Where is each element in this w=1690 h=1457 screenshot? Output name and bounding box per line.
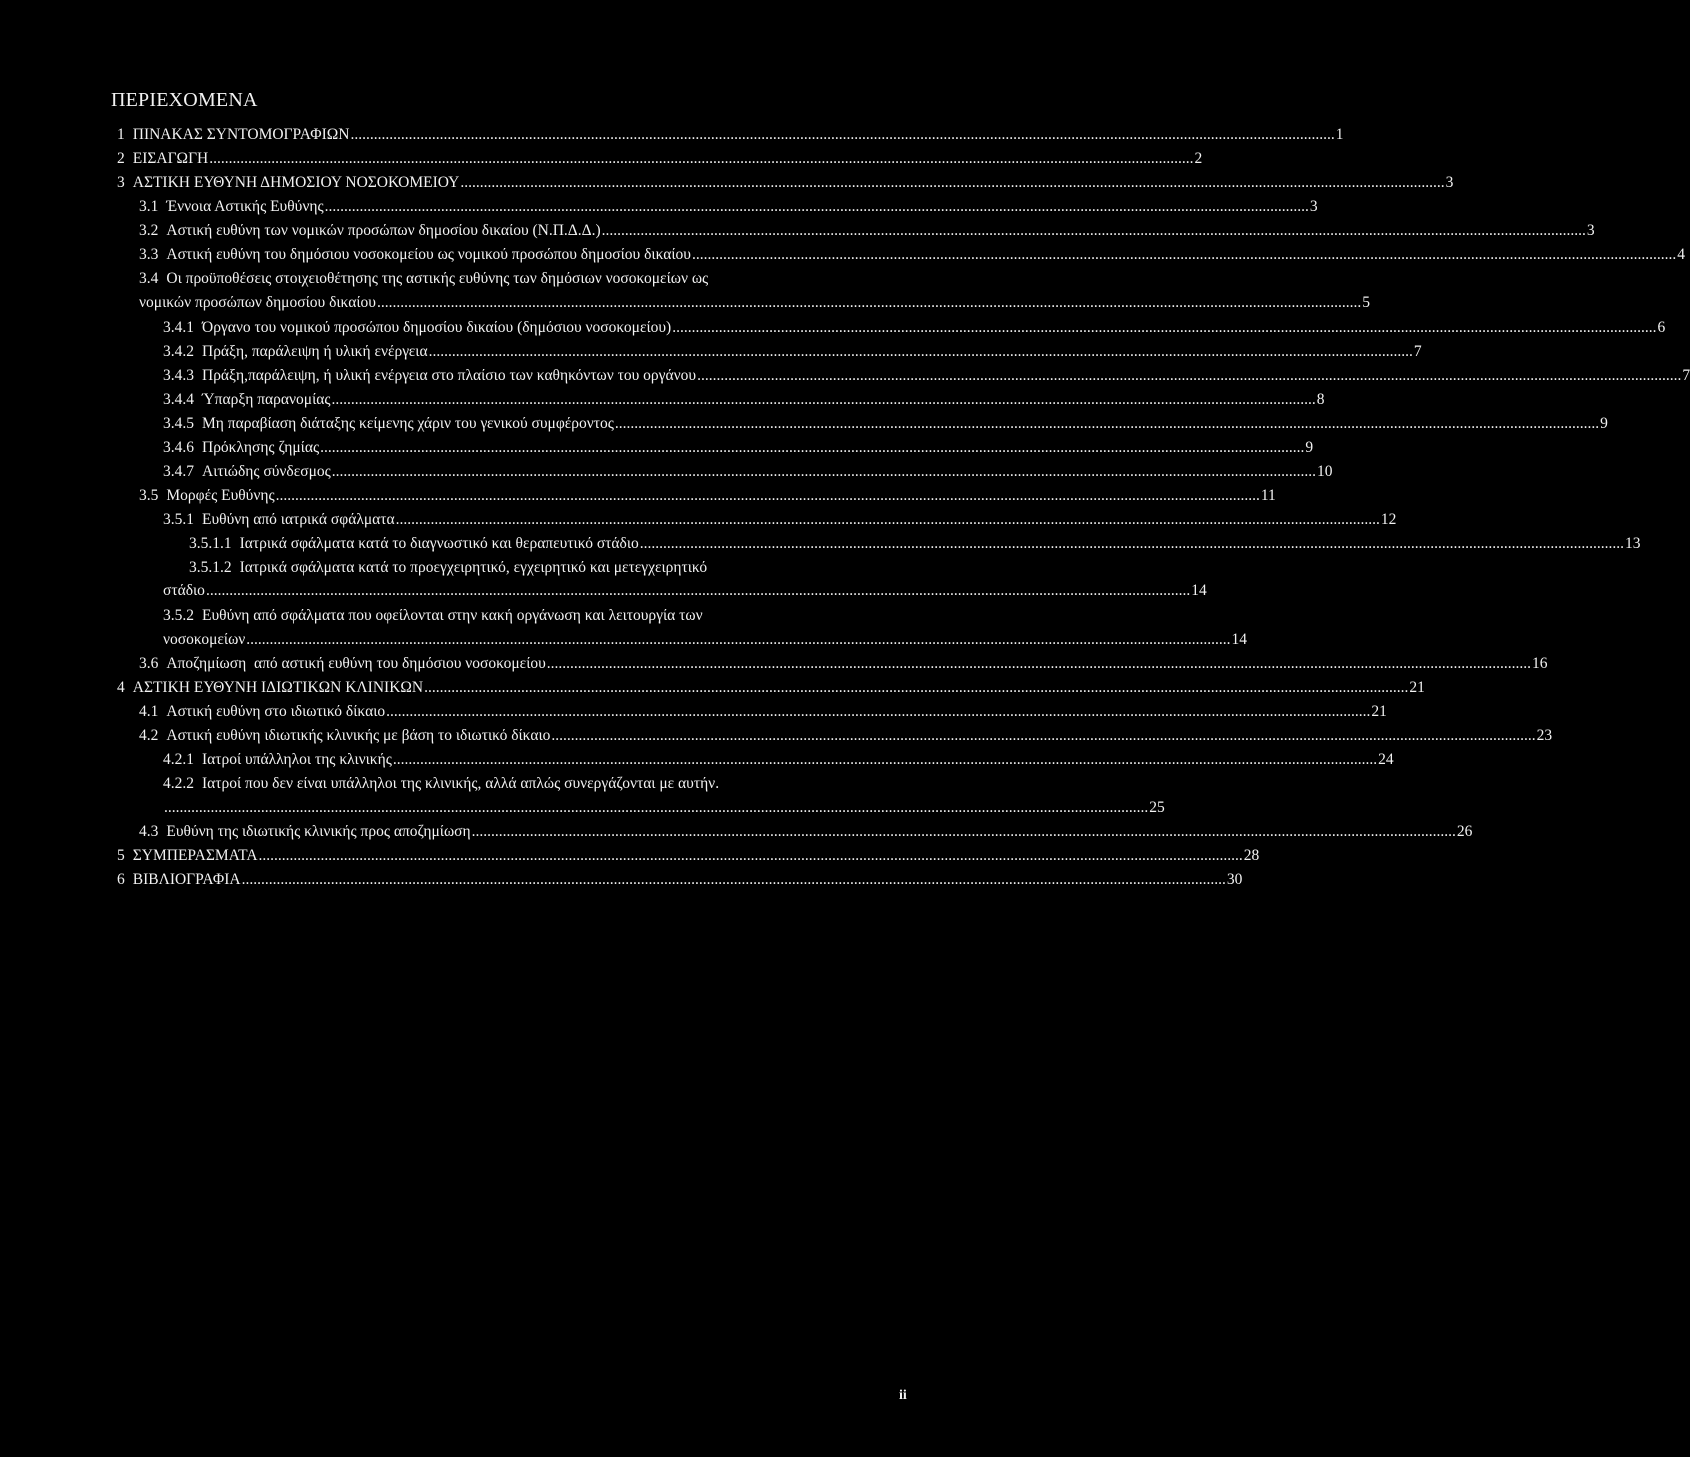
toc-leader-dots xyxy=(377,292,1361,315)
toc-entry-text: Έννοια Αστικής Ευθύνης xyxy=(166,198,324,215)
toc-entry[interactable] xyxy=(139,220,1595,243)
toc-entry-text: Ιατροί που δεν είναι υπάλληλοι της κλινικής, αλλά απλώς συνεργάζονται με αυτήν. xyxy=(202,775,720,792)
toc-entry-page: 25 xyxy=(1149,799,1165,816)
toc-leader-dots xyxy=(697,365,1681,388)
toc-entry-page: 16 xyxy=(1532,655,1548,672)
toc-entry-text: Ευθύνη από ιατρικά σφάλματα xyxy=(202,511,395,528)
toc-entry[interactable] xyxy=(163,317,1666,340)
toc-entry[interactable] xyxy=(117,869,1243,892)
toc-leader-dots xyxy=(325,196,1309,219)
toc-entry[interactable] xyxy=(117,148,1203,171)
toc-entry-page: 6 xyxy=(1657,319,1666,336)
toc-entry-page: 28 xyxy=(1243,847,1260,864)
toc-entry[interactable] xyxy=(117,845,1260,868)
toc-entry-page: 4 xyxy=(1677,246,1685,263)
page-number: ii xyxy=(899,1388,907,1403)
toc-entry-text: Πράξη,παράλειψη, ή υλική ενέργεια στο πλαίσιο των καθηκόντων του οργάνου xyxy=(202,367,697,384)
toc-entry[interactable] xyxy=(139,485,1276,508)
toc-entry-page: 30 xyxy=(1226,871,1243,888)
toc-entry-page: 7 xyxy=(1682,367,1690,384)
toc-leader-dots xyxy=(350,124,1334,147)
toc-entry-page: 2 xyxy=(1194,150,1203,167)
toc-entry-text: Αστική ευθύνη του δημόσιου νοσοκομείου ως νομικού προσώπου δημοσίου δικαίου xyxy=(166,246,691,263)
toc-leader-dots xyxy=(209,148,1193,171)
toc-entry[interactable] xyxy=(163,773,910,796)
toc-entry[interactable] xyxy=(163,341,1422,364)
toc-entry-number: 4.2.1 xyxy=(163,751,194,768)
toc-entry-number: 5 xyxy=(117,847,125,864)
toc-entry-number: 3.5.2 xyxy=(163,607,194,624)
toc-entry-text: Ύπαρξη παρανομίας xyxy=(202,391,331,408)
toc-entry[interactable] xyxy=(163,413,1608,436)
toc-entry-text: Ιατρικά σφάλματα κατά το προεγχειρητικό, εγχειρητικό και μετεγχειρητικό xyxy=(239,559,708,576)
toc-leader-dots xyxy=(386,701,1370,724)
toc-entry-number: 4.1 xyxy=(139,703,159,720)
toc-leader-dots xyxy=(547,653,1531,676)
toc-entry-page: 9 xyxy=(1600,415,1608,432)
toc-leader-dots xyxy=(164,797,1148,820)
toc-entry-page: 9 xyxy=(1305,439,1314,456)
toc-entry[interactable] xyxy=(117,677,1425,700)
toc-leader-dots xyxy=(246,629,1230,652)
toc-entry-number: 3.4.3 xyxy=(163,367,194,384)
toc-entry[interactable] xyxy=(139,701,1387,724)
toc-entry[interactable] xyxy=(117,172,1454,195)
toc-entry-text: Αποζημίωση από αστική ευθύνη του δημόσιου νοσοκομείου xyxy=(166,655,546,672)
toc-entry-page: 21 xyxy=(1409,679,1425,696)
toc-entry-number: 3.1 xyxy=(139,198,159,215)
toc-entry[interactable] xyxy=(163,605,910,628)
toc-title: ΠΕΡΙΕΧΟΜΕΝΑ xyxy=(111,89,258,111)
toc-entry-number: 6 xyxy=(117,871,125,888)
toc-leader-dots xyxy=(424,677,1408,700)
toc-entry-text: Όργανο του νομικού προσώπου δημοσίου δικαίου (δημόσιου νοσοκομείου) xyxy=(202,319,672,336)
toc-entry-text-cont: νοσοκομείων xyxy=(163,631,246,648)
toc-leader-dots xyxy=(396,509,1380,532)
toc-entry-number: 3.3 xyxy=(139,246,159,263)
toc-entry[interactable] xyxy=(117,124,1344,147)
toc-entry-continuation[interactable] xyxy=(163,629,1248,652)
toc-entry-text: Πράξη, παράλειψη ή υλική ενέργεια xyxy=(202,343,428,360)
toc-entry-text: Ευθύνη της ιδιωτικής κλινικής προς αποζημίωση xyxy=(166,823,471,840)
toc-leader-dots xyxy=(692,244,1676,267)
toc-entry-text: Ιατρικά σφάλματα κατά το διαγνωστικό και θεραπευτικό στάδιο xyxy=(239,535,639,552)
toc-entry-number: 3.4.7 xyxy=(163,463,194,480)
toc-entry-number: 3.4.2 xyxy=(163,343,194,360)
toc-leader-dots xyxy=(472,821,1456,844)
toc-entry-page: 12 xyxy=(1380,511,1397,528)
toc-entry-text: Ιατροί υπάλληλοι της κλινικής xyxy=(202,751,392,768)
toc-entry-text: Αιτιώδης σύνδεσμος xyxy=(202,463,331,480)
toc-entry-text: Μορφές Ευθύνης xyxy=(166,487,275,504)
toc-leader-dots xyxy=(615,413,1599,436)
toc-entry-text: Οι προϋποθέσεις στοιχειοθέτησης της αστικής ευθύνης των δημόσιων νοσοκομείων ως xyxy=(166,270,709,287)
toc-leader-dots xyxy=(206,580,1190,603)
toc-entry-number: 3.5.1.1 xyxy=(189,535,232,552)
toc-entry-continuation[interactable] xyxy=(163,580,1207,603)
toc-entry-number: 3.4.1 xyxy=(163,319,194,336)
toc-entry-number: 2 xyxy=(117,150,125,167)
toc-entry-number: 3.6 xyxy=(139,655,159,672)
toc-entry[interactable] xyxy=(139,268,910,291)
toc-entry[interactable] xyxy=(163,365,1690,388)
toc-leader-dots xyxy=(640,533,1624,556)
toc-entry-page: 11 xyxy=(1260,487,1276,504)
toc-leader-dots xyxy=(259,845,1243,868)
toc-leader-dots xyxy=(429,341,1413,364)
toc-entry-text: ΣΥΜΠΕΡΑΣΜΑΤΑ xyxy=(132,847,258,864)
toc-entry-text: ΑΣΤΙΚΗ ΕΥΘΥΝΗ ΔΗΜΟΣΙΟΥ ΝΟΣΟΚΟΜΕΙΟΥ xyxy=(132,174,460,191)
toc-entry-page: 1 xyxy=(1335,126,1344,143)
toc-leader-dots xyxy=(332,461,1316,484)
toc-leader-dots xyxy=(551,725,1535,748)
toc-entry-page: 26 xyxy=(1456,823,1473,840)
toc-leader-dots xyxy=(672,317,1656,340)
toc-entry-page: 8 xyxy=(1316,391,1325,408)
toc-entry[interactable] xyxy=(139,725,1553,748)
toc-entry-page: 14 xyxy=(1191,582,1207,599)
toc-entry-number: 3.5 xyxy=(139,487,159,504)
toc-entry-number: 4.2 xyxy=(139,727,159,744)
toc-entry-text-cont: νομικών προσώπων δημοσίου δικαίου xyxy=(139,294,376,311)
toc-entry-page: 24 xyxy=(1378,751,1394,768)
toc-leader-dots xyxy=(460,172,1444,195)
toc-entry-text: Ευθύνη από σφάλματα που οφείλονται στην κακή οργάνωση και λειτουργία των xyxy=(202,607,703,624)
toc-leader-dots xyxy=(320,437,1304,460)
toc-entry-page: 3 xyxy=(1309,198,1318,215)
toc-entry-text: Αστική ευθύνη στο ιδιωτικό δίκαιο xyxy=(166,703,386,720)
toc-entry-text: Αστική ευθύνη ιδιωτικής κλινικής με βάση το ιδιωτικό δίκαιο xyxy=(166,727,551,744)
toc-entry-text: ΠΙΝΑΚΑΣ ΣΥΝΤΟΜΟΓΡΑΦΙΩΝ xyxy=(132,126,350,143)
toc-entry-number: 4.2.2 xyxy=(163,775,194,792)
toc-entry-text: Μη παραβίαση διάταξης κείμενης χάριν του γενικού συμφέροντος xyxy=(202,415,614,432)
toc-entry-number: 3.5.1.2 xyxy=(189,559,232,576)
toc-entry-number: 3 xyxy=(117,174,125,191)
toc-entry-text: Πρόκλησης ζημίας xyxy=(202,439,320,456)
toc-entry-number: 3.4.5 xyxy=(163,415,194,432)
toc-entry-text-cont: στάδιο xyxy=(163,582,205,599)
toc-entry[interactable] xyxy=(163,389,1325,412)
toc-entry-continuation[interactable] xyxy=(163,797,1165,820)
toc-entry-number: 3.5.1 xyxy=(163,511,194,528)
toc-entry-page: 21 xyxy=(1371,703,1387,720)
toc-entry[interactable] xyxy=(163,437,1314,460)
toc-entry[interactable] xyxy=(139,244,1685,267)
toc-entry-text: ΑΣΤΙΚΗ ΕΥΘΥΝΗ ΙΔΙΩΤΙΚΩΝ ΚΛΙΝΙΚΩΝ xyxy=(132,679,424,696)
toc-entry-text: ΒΙΒΛΙΟΓΡΑΦΙΑ xyxy=(132,871,241,888)
toc-leader-dots xyxy=(393,749,1377,772)
toc-entry-number: 4.3 xyxy=(139,823,159,840)
toc-entry-page: 3 xyxy=(1445,174,1454,191)
toc-entry[interactable] xyxy=(139,653,1548,676)
toc-leader-dots xyxy=(276,485,1260,508)
toc-leader-dots xyxy=(242,869,1226,892)
toc-entry-number: 3.2 xyxy=(139,222,159,239)
toc-entry-page: 23 xyxy=(1536,727,1553,744)
toc-leader-dots xyxy=(332,389,1316,412)
toc-entry[interactable] xyxy=(163,461,1333,484)
toc-entry[interactable] xyxy=(163,749,1394,772)
toc-entry-page: 14 xyxy=(1231,631,1248,648)
toc-entry-page: 7 xyxy=(1413,343,1422,360)
toc-entry[interactable] xyxy=(139,821,1473,844)
toc-entry-page: 13 xyxy=(1625,535,1641,552)
toc-entry-number: 4 xyxy=(117,679,125,696)
toc-entry-page: 5 xyxy=(1362,294,1370,311)
toc-entry-number: 3.4 xyxy=(139,270,159,287)
toc-entry[interactable] xyxy=(189,533,1641,556)
toc-entry-number: 3.4.6 xyxy=(163,439,194,456)
toc-entry[interactable] xyxy=(139,196,1318,219)
toc-entry-text: ΕΙΣΑΓΩΓΗ xyxy=(132,150,209,167)
toc-entry-page: 3 xyxy=(1586,222,1595,239)
toc-entry-number: 1 xyxy=(117,126,125,143)
toc-entry-text: Αστική ευθύνη των νομικών προσώπων δημοσίου δικαίου (Ν.Π.Δ.Δ.) xyxy=(166,222,601,239)
toc-entry[interactable] xyxy=(163,509,1397,532)
toc-entry-page: 10 xyxy=(1317,463,1333,480)
toc-entry[interactable] xyxy=(189,557,910,580)
toc-leader-dots xyxy=(602,220,1586,243)
toc-entry-continuation[interactable] xyxy=(139,292,1370,315)
toc-entry-number: 3.4.4 xyxy=(163,391,194,408)
